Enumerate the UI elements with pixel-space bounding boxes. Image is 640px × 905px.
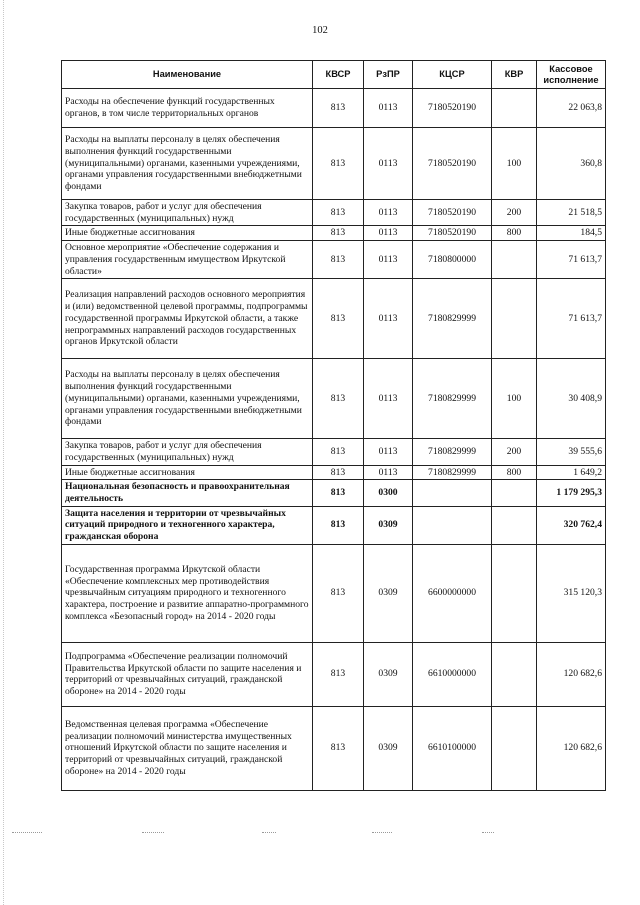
cell-kvr xyxy=(492,480,537,506)
table-row xyxy=(62,642,606,706)
cell-amount: 120 682,6 xyxy=(537,642,606,706)
cell-kcsr xyxy=(413,480,492,506)
cell-kcsr: 7180520190 xyxy=(413,200,492,226)
cell-amount: 1 649,2 xyxy=(537,465,606,480)
table-row xyxy=(62,279,606,359)
cell-amount: 21 518,5 xyxy=(537,200,606,226)
cell-name: Национальная безопасность и правоохранительная деятельность xyxy=(62,480,313,506)
cell-kcsr: 6610100000 xyxy=(413,706,492,790)
cell-rzpr: 0309 xyxy=(364,544,413,642)
cell-kvsr: 813 xyxy=(313,359,364,439)
cell-kvsr: 813 xyxy=(313,200,364,226)
cell-kvr xyxy=(492,279,537,359)
header-kvsr: КВСР xyxy=(313,61,364,89)
table-row xyxy=(62,241,606,279)
header-amount-line2: исполнение xyxy=(543,74,599,85)
cell-rzpr: 0113 xyxy=(364,439,413,465)
cell-kvr xyxy=(492,89,537,128)
cell-amount: 120 682,6 xyxy=(537,706,606,790)
cell-name: Закупка товаров, работ и услуг для обеспечения государственных (муниципальных) нужд xyxy=(62,439,313,465)
cell-name: Подпрограмма «Обеспечение реализации полномочий Правительства Иркутской области по защите населения и территорий от чрезвычайных ситуаций, гражданской обороне» на 2014 - 2020 годы xyxy=(62,642,313,706)
table-row xyxy=(62,706,606,790)
cell-name: Ведомственная целевая программа «Обеспечение реализации полномочий министерства имущественных отношений Иркутской области по защите населения и территорий от чрезвычайных ситуаций, гражданской обороне» на 2014 - 2020 годы xyxy=(62,706,313,790)
cell-rzpr: 0113 xyxy=(364,128,413,200)
table-row xyxy=(62,128,606,200)
cell-kvsr: 813 xyxy=(313,506,364,544)
table-row xyxy=(62,544,606,642)
table-row xyxy=(62,89,606,128)
cell-amount: 30 408,9 xyxy=(537,359,606,439)
cell-rzpr: 0113 xyxy=(364,279,413,359)
cell-name: Основное мероприятие «Обеспечение содержания и управления государственным имуществом Иркутской области» xyxy=(62,241,313,279)
cell-amount: 320 762,4 xyxy=(537,506,606,544)
cell-kcsr: 7180829999 xyxy=(413,359,492,439)
header-row xyxy=(62,61,606,89)
table-row xyxy=(62,359,606,439)
cell-kvr xyxy=(492,642,537,706)
page-number: 102 xyxy=(312,25,328,36)
cell-kvr xyxy=(492,706,537,790)
cell-kcsr: 7180520190 xyxy=(413,89,492,128)
cell-kvsr: 813 xyxy=(313,439,364,465)
cell-kvr: 800 xyxy=(492,465,537,480)
cell-rzpr: 0300 xyxy=(364,480,413,506)
scan-marks xyxy=(0,832,640,838)
cell-kvsr: 813 xyxy=(313,89,364,128)
cell-kvsr: 813 xyxy=(313,544,364,642)
cell-amount: 184,5 xyxy=(537,226,606,241)
cell-rzpr: 0113 xyxy=(364,226,413,241)
cell-name: Расходы на выплаты персоналу в целях обеспечения выполнения функций государственными (муниципальными) органами, казенными учреждениями, органами управления государственными внебюджетными фондами xyxy=(62,359,313,439)
cell-kcsr: 7180520190 xyxy=(413,226,492,241)
cell-rzpr: 0309 xyxy=(364,642,413,706)
cell-name: Государственная программа Иркутской области «Обеспечение комплексных мер противодействия чрезвычайным ситуациям природного и техногенного характера, построение и развитие аппаратно-программного комплекса «Безопасный город» на 2014 - 2020 годы xyxy=(62,544,313,642)
cell-rzpr: 0113 xyxy=(364,465,413,480)
cell-kcsr: 6600000000 xyxy=(413,544,492,642)
cell-amount: 71 613,7 xyxy=(537,241,606,279)
cell-name: Иные бюджетные ассигнования xyxy=(62,226,313,241)
cell-kvr xyxy=(492,241,537,279)
cell-rzpr: 0113 xyxy=(364,89,413,128)
table-row xyxy=(62,226,606,241)
table-row xyxy=(62,439,606,465)
cell-kcsr: 7180829999 xyxy=(413,439,492,465)
header-name: Наименование xyxy=(62,61,313,89)
cell-amount: 1 179 295,3 xyxy=(537,480,606,506)
table-row xyxy=(62,480,606,506)
cell-kvr xyxy=(492,544,537,642)
cell-rzpr: 0113 xyxy=(364,359,413,439)
cell-rzpr: 0113 xyxy=(364,241,413,279)
cell-rzpr: 0309 xyxy=(364,506,413,544)
cell-name: Расходы на выплаты персоналу в целях обеспечения выполнения функций государственными (муниципальными) органами, казенными учреждениями, органами управления государственными внебюджетными фондами xyxy=(62,128,313,200)
cell-amount: 315 120,3 xyxy=(537,544,606,642)
cell-kvsr: 813 xyxy=(313,279,364,359)
budget-table xyxy=(61,60,606,791)
cell-rzpr: 0309 xyxy=(364,706,413,790)
cell-kcsr xyxy=(413,506,492,544)
cell-kcsr: 6610000000 xyxy=(413,642,492,706)
cell-kvsr: 813 xyxy=(313,480,364,506)
cell-kcsr: 7180520190 xyxy=(413,128,492,200)
header-rzpr: РзПР xyxy=(364,61,413,89)
cell-amount: 71 613,7 xyxy=(537,279,606,359)
cell-kvr: 100 xyxy=(492,128,537,200)
header-kvr: КВР xyxy=(492,61,537,89)
cell-rzpr: 0113 xyxy=(364,200,413,226)
cell-kvsr: 813 xyxy=(313,642,364,706)
cell-kcsr: 7180800000 xyxy=(413,241,492,279)
cell-name: Иные бюджетные ассигнования xyxy=(62,465,313,480)
cell-amount: 360,8 xyxy=(537,128,606,200)
cell-name: Расходы на обеспечение функций государственных органов, в том числе территориальных органов xyxy=(62,89,313,128)
cell-kvr: 100 xyxy=(492,359,537,439)
cell-kvr: 200 xyxy=(492,439,537,465)
cell-kvsr: 813 xyxy=(313,226,364,241)
cell-kvsr: 813 xyxy=(313,465,364,480)
cell-kvsr: 813 xyxy=(313,128,364,200)
table-row xyxy=(62,200,606,226)
cell-name: Закупка товаров, работ и услуг для обеспечения государственных (муниципальных) нужд xyxy=(62,200,313,226)
cell-kcsr: 7180829999 xyxy=(413,465,492,480)
header-amount xyxy=(537,61,606,89)
cell-kvsr: 813 xyxy=(313,241,364,279)
cell-kvr: 800 xyxy=(492,226,537,241)
table-row xyxy=(62,465,606,480)
cell-name: Реализация направлений расходов основного мероприятия и (или) ведомственной целевой программы, подпрограммы государственной программы Иркутской области, а также непрограммных направлений расходов государственных органов Иркутской области xyxy=(62,279,313,359)
header-amount-line1: Кассовое xyxy=(549,63,593,74)
cell-name: Защита населения и территории от чрезвычайных ситуаций природного и техногенного характера, гражданская оборона xyxy=(62,506,313,544)
cell-kcsr: 7180829999 xyxy=(413,279,492,359)
table-row xyxy=(62,506,606,544)
cell-amount: 39 555,6 xyxy=(537,439,606,465)
cell-kvr: 200 xyxy=(492,200,537,226)
cell-amount: 22 063,8 xyxy=(537,89,606,128)
cell-kvr xyxy=(492,506,537,544)
scan-edge xyxy=(3,0,5,905)
cell-kvsr: 813 xyxy=(313,706,364,790)
header-kcsr: КЦСР xyxy=(413,61,492,89)
